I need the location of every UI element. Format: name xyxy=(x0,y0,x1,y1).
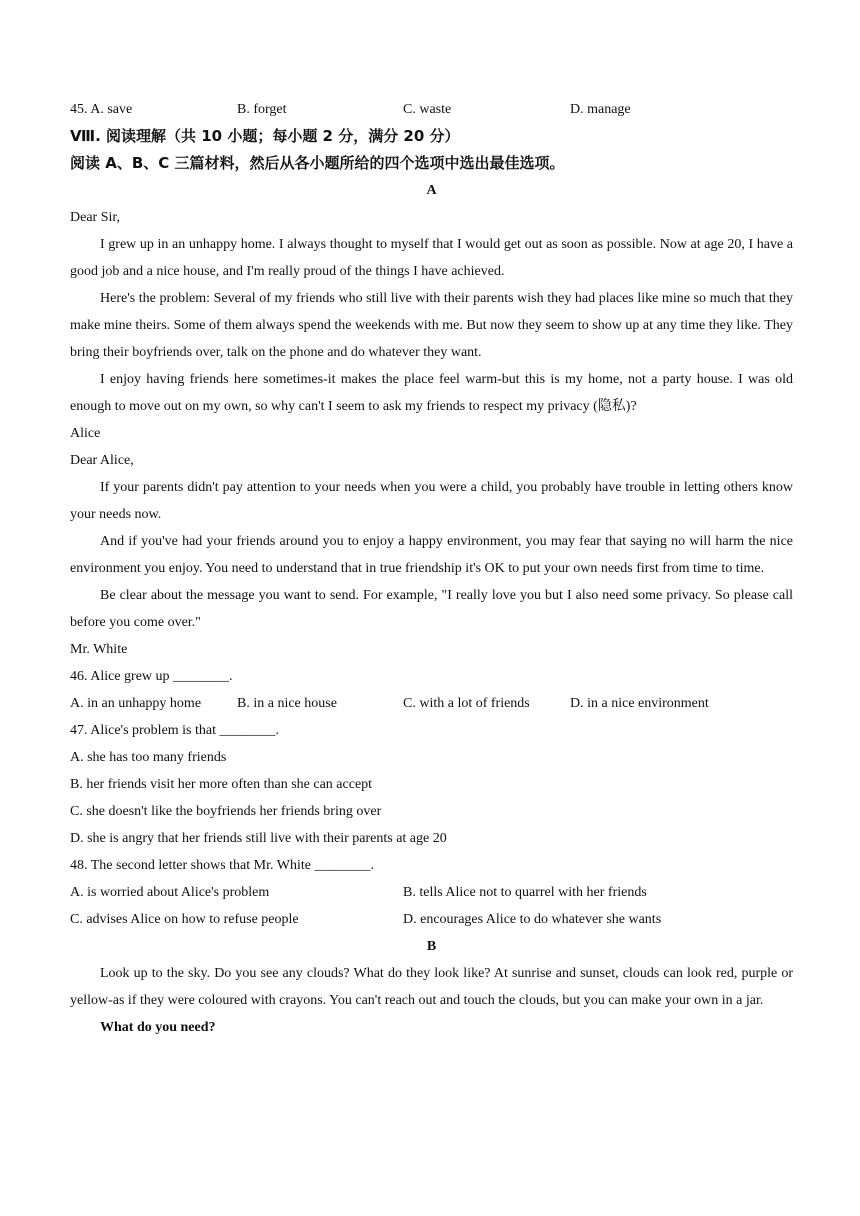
passage-a-label: A xyxy=(426,183,437,198)
letter-1-paragraph-1: I grew up in an unhappy home. I always thought to myself that I would get out as soon as possible. Now at age 20, I have a good job and a nice house, and I'm really proud of the things I have achieved. xyxy=(70,237,793,279)
q45-option-b: B. forget xyxy=(237,102,287,117)
letter-2-paragraph-2: And if you've had your friends around you to enjoy a happy environment, you may fear that saying no will harm the nice environment you enjoy. You need to understand that in true friendship it's OK to put your own needs first from time to time. xyxy=(70,534,793,576)
q48-option-d: D. encourages Alice to do whatever she wants xyxy=(403,912,662,927)
section-8-instruction: 阅读 A、B、C 三篇材料，然后从各小题所给的四个选项中选出最佳选项。 xyxy=(70,154,565,172)
q45-option-c: C. waste xyxy=(403,102,452,117)
question-47-stem: 47. Alice's problem is that ________. xyxy=(70,723,280,738)
question-45-options xyxy=(70,96,793,123)
q45-option-d: D. manage xyxy=(570,102,631,117)
letter-2-greeting: Dear Alice, xyxy=(70,453,134,468)
passage-b-paragraph-1: Look up to the sky. Do you see any clouds? What do they look like? At sunrise and sunset, clouds can look red, purple or yellow-as if they were coloured with crayons. You can't reach out and touch the clouds, but you can make your own in a jar. xyxy=(70,966,793,1008)
letter-1-signature: Alice xyxy=(70,426,101,441)
q47-option-a: A. she has too many friends xyxy=(70,750,227,765)
question-46-options xyxy=(70,690,793,717)
q48-option-b: B. tells Alice not to quarrel with her friends xyxy=(403,885,647,900)
question-48-stem: 48. The second letter shows that Mr. White ________. xyxy=(70,858,374,873)
q47-option-c: C. she doesn't like the boyfriends her friends bring over xyxy=(70,804,382,819)
q46-option-b: B. in a nice house xyxy=(237,696,337,711)
q47-option-d: D. she is angry that her friends still live with their parents at age 20 xyxy=(70,831,447,846)
question-48-options-row-2 xyxy=(70,906,793,933)
letter-1-paragraph-2: Here's the problem: Several of my friends who still live with their parents wish they had places like mine so much that they make mine theirs. Some of them always spend the weekends with me. But now they seem to show up at any time they like. They bring their boyfriends over, talk on the phone and do whatever they want. xyxy=(70,291,793,360)
question-46-stem: 46. Alice grew up ________. xyxy=(70,669,233,684)
letter-2-paragraph-3: Be clear about the message you want to send. For example, "I really love you but I also need some privacy. So please call before you come over." xyxy=(70,588,793,630)
section-8-title: Ⅷ. 阅读理解（共 10 小题；每小题 2 分，满分 20 分） xyxy=(70,127,460,145)
letter-2-signature: Mr. White xyxy=(70,642,128,657)
q47-option-b: B. her friends visit her more often than she can accept xyxy=(70,777,373,792)
exam-page xyxy=(70,96,793,1041)
question-48-options-row-1 xyxy=(70,879,793,906)
q46-option-d: D. in a nice environment xyxy=(570,696,709,711)
letter-2-paragraph-1: If your parents didn't pay attention to your needs when you were a child, you probably have trouble in letting others know your needs now. xyxy=(70,480,793,522)
q45-option-a: 45. A. save xyxy=(70,102,133,117)
q48-option-c: C. advises Alice on how to refuse people xyxy=(70,912,299,927)
letter-1-greeting: Dear Sir, xyxy=(70,210,120,225)
q46-option-a: A. in an unhappy home xyxy=(70,696,202,711)
q46-option-c: C. with a lot of friends xyxy=(403,696,530,711)
passage-b-subheading: What do you need? xyxy=(100,1020,216,1035)
letter-1-paragraph-3: I enjoy having friends here sometimes-it makes the place feel warm-but this is my home, not a party house. I was old enough to move out on my own, so why can't I seem to ask my friends to respect my privacy (隐私)? xyxy=(70,372,793,414)
passage-b-label: B xyxy=(426,939,437,954)
q48-option-a: A. is worried about Alice's problem xyxy=(70,885,270,900)
